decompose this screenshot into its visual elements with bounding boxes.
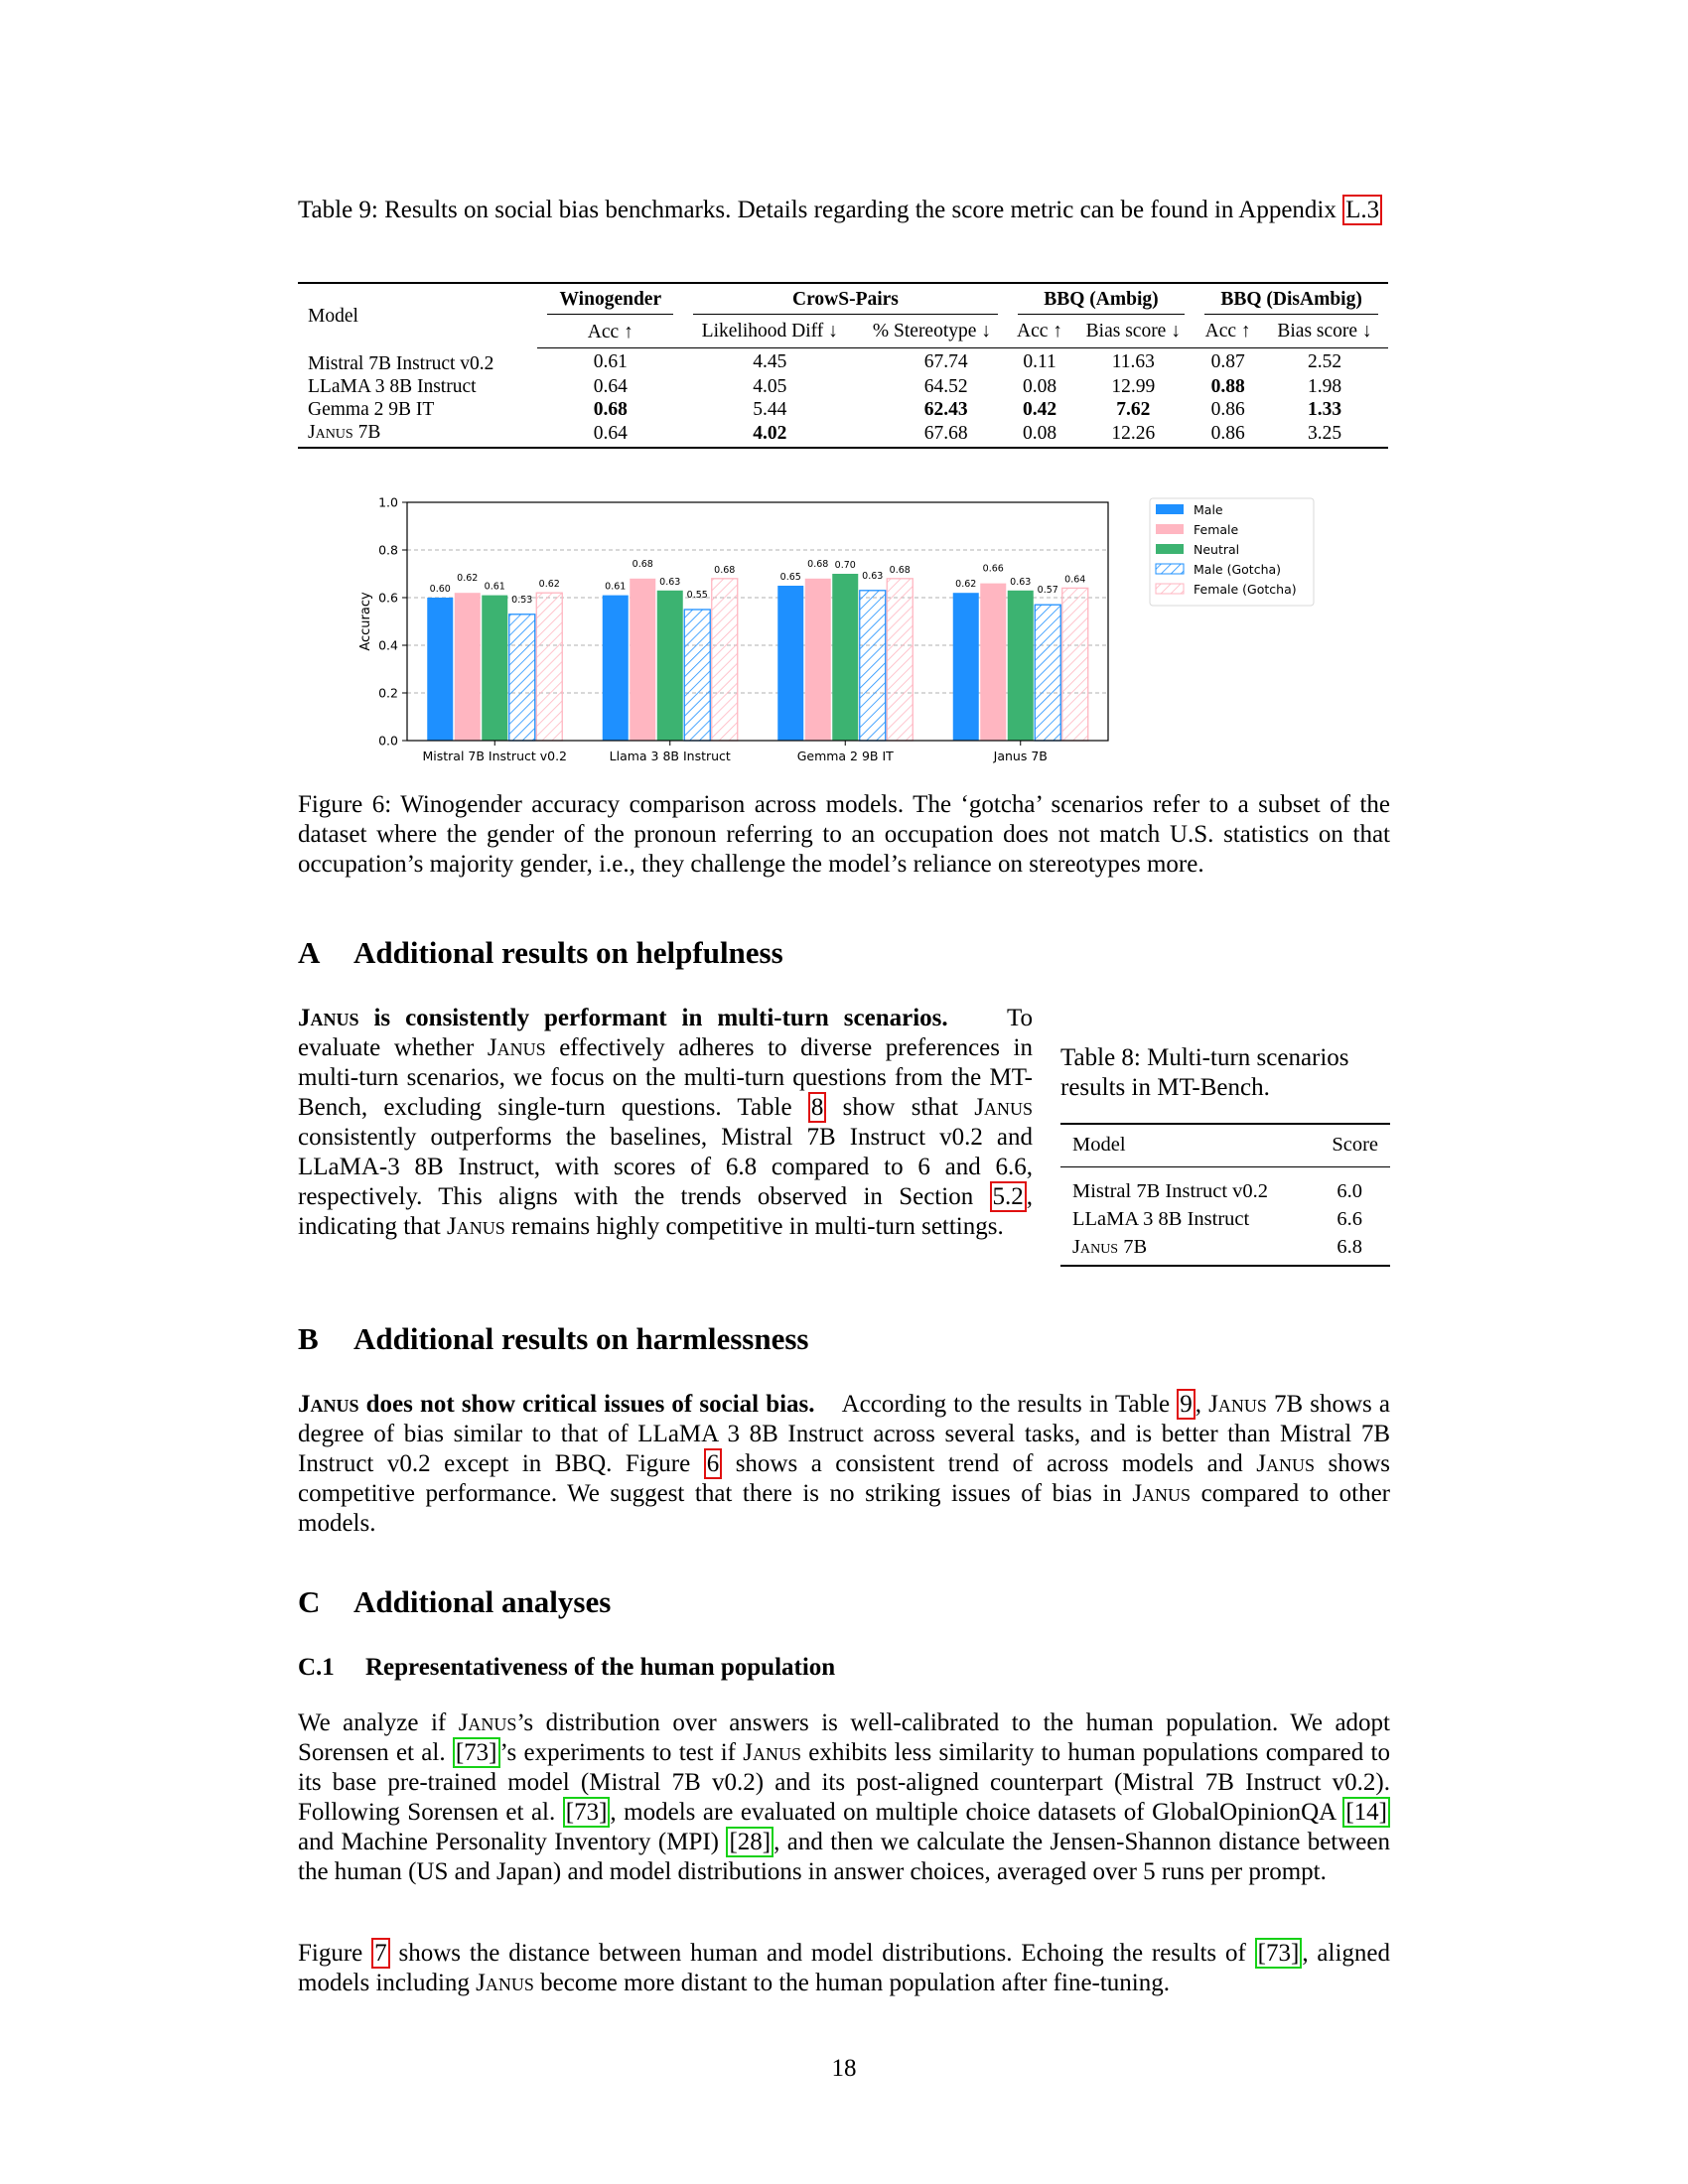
cell: 64.52	[923, 375, 968, 397]
cell: 5.44	[753, 398, 787, 420]
bar	[509, 614, 535, 741]
citation-73[interactable]: [73]	[1255, 1938, 1303, 1969]
metric-header: Likelihood Diff ↓	[683, 315, 856, 348]
bar	[427, 598, 453, 741]
figure6-link[interactable]: 6	[704, 1448, 723, 1479]
legend-swatch	[1156, 504, 1184, 514]
model-name: Gemma 2 9B IT	[308, 398, 435, 420]
cell: 4.05	[753, 375, 787, 397]
section-c1-paragraph-1: We analyze if Janus’s distribution over answers is well-calibrated to the human population. We adopt Sorensen et al. [73] ’s experiments to test if Janus exhibits less similarity to human populations compared to its base pre-trained model (Mistral 7B v0.2) and its post-aligned counterpart (Mistral 7B Instruct v0.2). Following Sorensen et al. [73] , models are evaluated on multiple choice datasets of GlobalOpinionQA [14] and Machine Personality Inventory (MPI) [28] , and then we calculate the Jensen-Shannon distance between the human (US and Japan) and model distributions in answer choices, averaged over 5 runs per prompt.	[298, 1709, 1391, 1885]
table9-link[interactable]: 9	[1177, 1389, 1196, 1420]
bar-value-label: 0.68	[714, 564, 736, 576]
cell: 67.74	[923, 350, 968, 372]
group-bbq-disambig: BBQ (DisAmbig)	[1204, 288, 1378, 315]
y-tick-label: 0.0	[378, 733, 398, 749]
bar-value-label: 0.62	[538, 579, 560, 591]
cell: 7.62	[1116, 398, 1151, 420]
group-bbq-ambig: BBQ (Ambig)	[1018, 288, 1186, 315]
x-tick-label: Gemma 2 9B IT	[796, 749, 894, 763]
group-crows-pairs: CrowS-Pairs	[693, 288, 997, 315]
bar-value-label: 0.63	[659, 576, 681, 588]
figure7-link[interactable]: 7	[371, 1938, 390, 1969]
legend-swatch	[1156, 524, 1184, 534]
cell: 0.68	[593, 398, 628, 420]
table-row	[298, 421, 1388, 448]
legend-swatch	[1156, 544, 1184, 554]
cell: 0.42	[1022, 398, 1057, 420]
cell: 4.45	[753, 350, 787, 372]
table-row	[1060, 1205, 1390, 1233]
legend-label: Male	[1194, 502, 1223, 517]
bar	[805, 579, 831, 741]
table8-header-model: Model	[1060, 1124, 1311, 1167]
bar-value-label: 0.64	[1064, 574, 1086, 586]
metric-header: Acc ↑	[1008, 315, 1072, 348]
section-5-2-link[interactable]: 5.2	[990, 1181, 1027, 1212]
cell: 0.87	[1210, 350, 1245, 372]
bar	[860, 591, 886, 741]
cell: 62.43	[923, 398, 968, 420]
bar-value-label: 0.60	[429, 584, 451, 595]
citation-73[interactable]: [73]	[453, 1737, 500, 1768]
bar-value-label: 0.53	[511, 594, 533, 606]
cell: 0.61	[593, 350, 628, 372]
cell: 0.86	[1210, 398, 1245, 420]
table-row	[298, 398, 1388, 421]
cell: 0.11	[1023, 350, 1056, 372]
bar	[657, 591, 683, 741]
section-a-paragraph: Janus is consistently performant in multi-turn scenarios. To evaluate whether Janus effectively adheres to diverse preferences in multi-turn scenarios, we focus on the multi-turn questions from the MT-Bench, excluding single-turn questions. Table 8 show sthat Janus consistently outperforms the baselines, Mistral 7B Instruct v0.2 and LLaMA-3 8B Instruct, with scores of 6.8 compared to 6 and 6.6, respectively. This aligns with the trends observed in Section 5.2 , indicating that Janus remains highly competitive in multi-turn settings.	[298, 1005, 1034, 1240]
page-number: 18	[831, 2055, 857, 2082]
y-tick-label: 0.8	[378, 542, 398, 558]
bar-value-label: 0.66	[982, 563, 1004, 575]
bar-value-label: 0.68	[632, 558, 653, 570]
bar-value-label: 0.62	[457, 573, 479, 585]
section-c1-paragraph-2: Figure 7 shows the distance between human and model distributions. Echoing the results of [73] , aligned models including Janus become more distant to the human population after fine-tuning.	[298, 1940, 1391, 1996]
x-tick-label: Llama 3 8B Instruct	[609, 749, 731, 763]
score: 6.0	[1336, 1180, 1362, 1202]
score: 6.6	[1336, 1208, 1362, 1230]
section-b-paragraph: Janus does not show critical issues of social bias. According to the results in Table 9 , Janus 7B shows a degree of bias similar to that of LLaMA 3 8B Instruct across several tasks, and is better than Mistral 7B Instruct v0.2 except in BBQ. Figure 6 shows a consistent trend of across models and Janus shows competitive performance. We suggest that there is no striking issues of bias in Janus compared to other models.	[298, 1391, 1391, 1537]
bar-value-label: 0.70	[834, 560, 856, 571]
section-b-heading: B Additional results on harmlessness	[298, 1321, 809, 1356]
table8	[1060, 1123, 1390, 1267]
bar	[712, 579, 738, 741]
bar	[455, 593, 481, 741]
cell: 0.64	[537, 421, 683, 448]
y-tick-label: 0.6	[378, 590, 398, 606]
bar	[536, 593, 562, 741]
bar-value-label: 0.63	[1010, 576, 1032, 588]
winogender-accuracy-chart	[348, 482, 1340, 768]
bar-value-label: 0.61	[605, 581, 627, 593]
legend-label: Neutral	[1194, 542, 1240, 557]
legend-label: Female (Gotcha)	[1194, 582, 1297, 597]
legend-label: Female	[1194, 522, 1239, 537]
y-tick-label: 0.4	[378, 637, 398, 653]
model-name: Janus 7B	[298, 421, 537, 448]
bar-value-label: 0.68	[889, 564, 911, 576]
cell: 0.64	[593, 375, 628, 397]
cell: 0.86	[1195, 421, 1261, 448]
metric-header: % Stereotype ↓	[856, 315, 1007, 348]
cell: 0.08	[1022, 375, 1057, 397]
cell: 0.08	[1008, 421, 1072, 448]
legend-swatch	[1156, 564, 1184, 574]
metric-header: Bias score ↓	[1261, 315, 1388, 348]
table8-caption: Table 8: Multi-turn scenarios results in MT-Bench.	[1060, 1044, 1349, 1101]
section-c-heading: C Additional analyses	[298, 1584, 612, 1619]
table9	[298, 282, 1388, 449]
group-winogender: Winogender	[547, 288, 673, 315]
cell: 2.52	[1307, 350, 1342, 372]
cell: 12.99	[1111, 375, 1156, 397]
metric-header: Acc ↑	[1195, 315, 1261, 348]
model-name: Mistral 7B Instruct v0.2	[308, 352, 494, 374]
model-name: Janus 7B	[1060, 1233, 1311, 1266]
bar	[777, 586, 803, 741]
bar-value-label: 0.68	[807, 558, 829, 570]
bar	[630, 579, 655, 741]
bar	[482, 596, 507, 741]
cell: 67.68	[856, 421, 1007, 448]
bar-value-label: 0.55	[686, 590, 708, 601]
cell: 1.33	[1307, 398, 1342, 420]
bar-value-label: 0.61	[484, 581, 505, 593]
y-tick-label: 1.0	[378, 494, 398, 510]
score: 6.8	[1311, 1233, 1390, 1266]
bar	[832, 574, 858, 741]
bar	[980, 584, 1006, 741]
table9-caption: Table 9: Results on social bias benchmarks. Details regarding the score metric can be found in Appendix L.3	[298, 196, 1390, 225]
cell: 4.02	[683, 421, 856, 448]
bar-value-label: 0.62	[955, 579, 977, 591]
bar-value-label: 0.63	[862, 570, 884, 582]
y-tick-label: 0.2	[378, 685, 398, 701]
bar	[1008, 591, 1034, 741]
bar	[684, 610, 710, 741]
metric-header: Bias score ↓	[1071, 315, 1195, 348]
y-axis-label: Accuracy	[358, 592, 373, 651]
appendix-link[interactable]: L.3	[1342, 195, 1382, 225]
bar	[1062, 588, 1088, 741]
bar-value-label: 0.57	[1037, 585, 1058, 597]
bar	[1035, 605, 1060, 741]
bar	[953, 593, 979, 741]
model-name: LLaMA 3 8B Instruct	[1072, 1208, 1250, 1230]
cell: 12.26	[1071, 421, 1195, 448]
table-row	[1060, 1167, 1390, 1206]
model-name: LLaMA 3 8B Instruct	[308, 375, 477, 397]
figure6-caption: Figure 6: Winogender accuracy comparison across models. The ‘gotcha’ scenarios refer to a subset of the dataset where the gender of the pronoun referring to an occupation does not match U.S. statistics on that occupation’s majority gender, i.e., they challenge the model’s reliance on stereotypes more.	[298, 791, 1390, 878]
citation-14[interactable]: [14]	[1342, 1797, 1390, 1828]
table8-link[interactable]: 8	[808, 1092, 827, 1123]
table-row	[298, 348, 1388, 375]
x-tick-label: Janus 7B	[993, 749, 1048, 763]
x-tick-label: Mistral 7B Instruct v0.2	[422, 749, 568, 763]
citation-28[interactable]: [28]	[726, 1827, 774, 1857]
cell: 11.63	[1111, 350, 1155, 372]
bar	[603, 596, 629, 741]
bar-value-label: 0.65	[779, 572, 801, 583]
model-header: Model	[298, 283, 537, 348]
legend-swatch	[1156, 584, 1184, 594]
cell: 1.98	[1307, 375, 1342, 397]
cell: 3.25	[1261, 421, 1388, 448]
section-a-heading: A Additional results on helpfulness	[298, 935, 783, 970]
model-name: Mistral 7B Instruct v0.2	[1072, 1180, 1269, 1202]
table-row	[298, 375, 1388, 398]
cell: 0.88	[1210, 375, 1245, 397]
table-row	[1060, 1233, 1390, 1266]
bar	[887, 579, 913, 741]
metric-header: Acc ↑	[537, 315, 683, 348]
legend-label: Male (Gotcha)	[1194, 562, 1282, 577]
citation-73[interactable]: [73]	[563, 1797, 611, 1828]
table8-header-score: Score	[1311, 1124, 1390, 1167]
subsection-c1-heading: C.1 Representativeness of the human population	[298, 1654, 836, 1681]
